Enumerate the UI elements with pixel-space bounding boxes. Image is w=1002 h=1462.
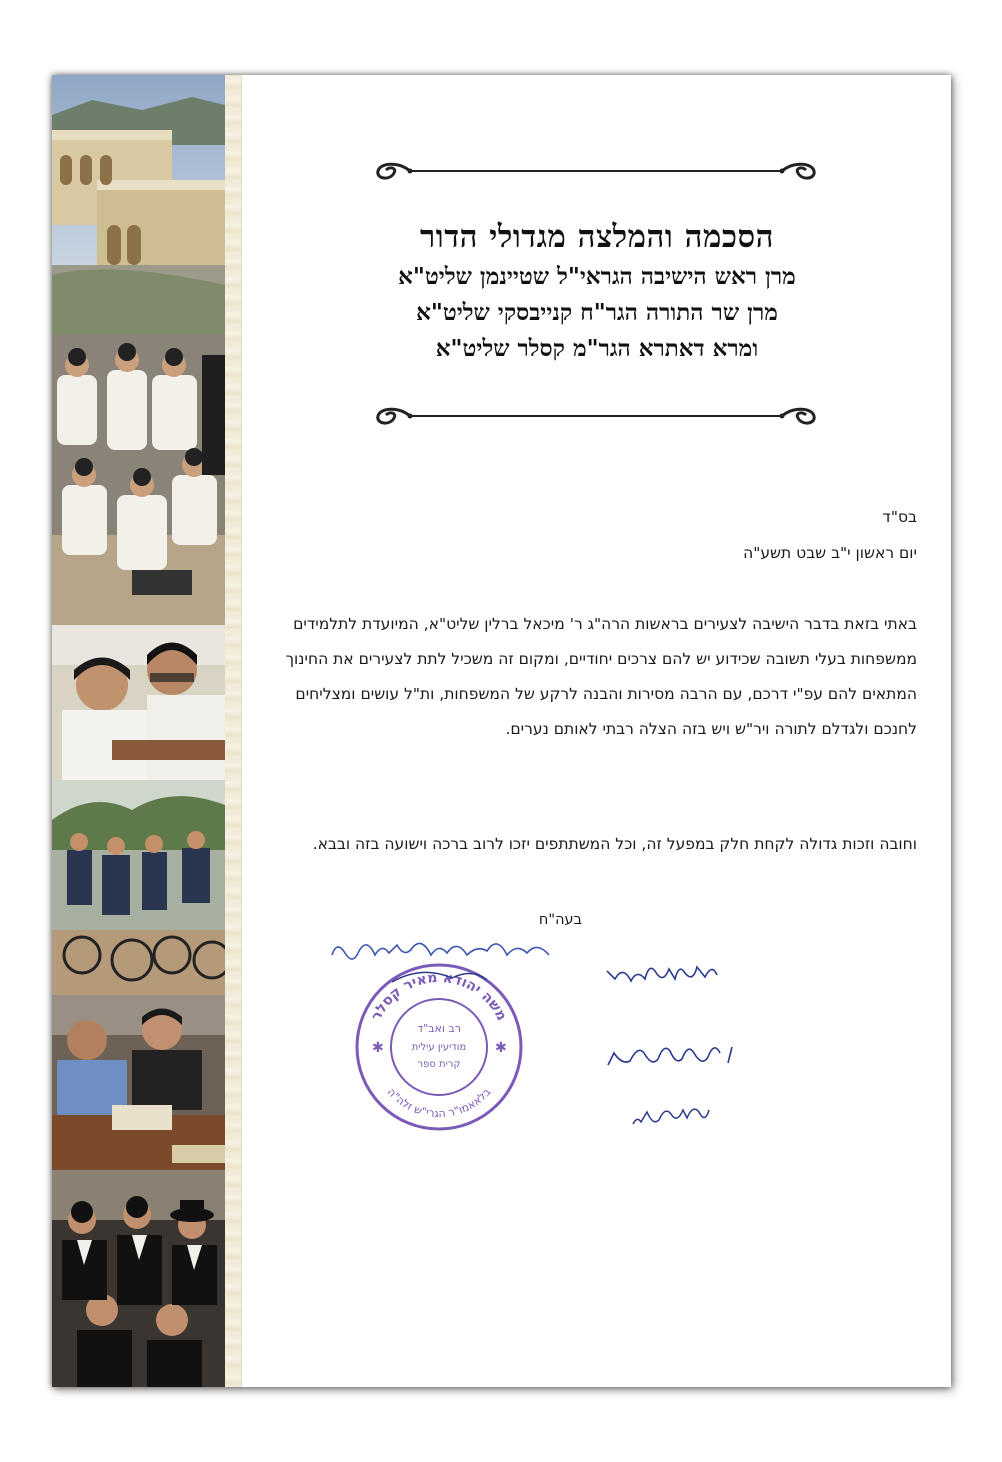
crowd-photo: [52, 1170, 225, 1387]
stamp-inner-line-1: רב ואב"ד: [417, 1022, 461, 1035]
building-photo: [52, 75, 225, 335]
title-line-3: ומרא דאתרא הגר"מ קסלר שליט"א: [435, 335, 759, 362]
bicycle-trip-photo: [52, 780, 225, 995]
closing-line: בעה"ח: [538, 912, 582, 928]
photo-strip: [52, 75, 225, 1387]
lesson-photo: [52, 995, 225, 1170]
signature-2: [602, 1035, 742, 1077]
stamp-bottom-text: בלאאמו"ר הגרי"ש זלה"ה: [384, 1085, 494, 1121]
stamp-top-text: משה יהודא מאיר קסלר: [368, 969, 510, 1024]
students-group-photo: [52, 335, 225, 625]
stamp-star-right: ✱: [495, 1040, 507, 1056]
page-title: הסכמה והמלצה מגדולי הדור: [420, 219, 774, 255]
bottom-flourish-divider: [370, 404, 822, 428]
svg-text:בלאאמו"ר הגרי"ש זלה"ה: [385, 1086, 494, 1121]
stamp-inner-line-3: קרית ספר: [417, 1059, 461, 1070]
ornament-band: [225, 75, 242, 1387]
study-photo: [52, 625, 225, 780]
svg-text:משה יהודא מאיר קסלר: [368, 970, 509, 1023]
letter-paragraph-1: באתי בזאת בדבר הישיבה לצעירים בראשות הרה"ג ר' מיכאל ברלין שליט"א, המיועדת לתלמידים ממשפחות בעלי תשובה שכידוע יש להם צרכים יחודיים, ומקום זה משכיל לתת לצעירים את החינוך המתאים להם עפ"י דרכם, עם הרבה מסירות והבנה לרקע של המשפחות, ות"ל עושים ומצליחים לחנכם ולגדלם לתורה ויר"ש ויש בזה הצלה רבתי לאותם נערים.: [285, 615, 917, 738]
signature-3: [627, 1100, 717, 1130]
title-line-1: מרן ראש הישיבה הגראי"ל שטיינמן שליט"א: [398, 263, 796, 290]
stamp-inner-line-2: מודיעין עילית: [411, 1042, 467, 1053]
top-flourish-divider: [370, 159, 822, 183]
title-block: [352, 215, 842, 367]
letter-paragraph-2: וחובה וזכות גדולה לקחת חלק במפעל זה, וכל המשתתפים יזכו לרוב ברכה וישועה בזה ובבא.: [312, 835, 917, 853]
stamp-star-left: ✱: [372, 1040, 384, 1056]
letter-date: יום ראשון י"ב שבט תשע"ה: [743, 544, 917, 562]
letter-sheet: [52, 75, 951, 1387]
bsd-marker: בס"ד: [882, 508, 917, 526]
rabbinical-stamp: [352, 960, 527, 1135]
title-line-2: מרן שר התורה הגר"ח קנייבסקי שליט"א: [416, 299, 778, 326]
signature-1: [597, 955, 727, 997]
